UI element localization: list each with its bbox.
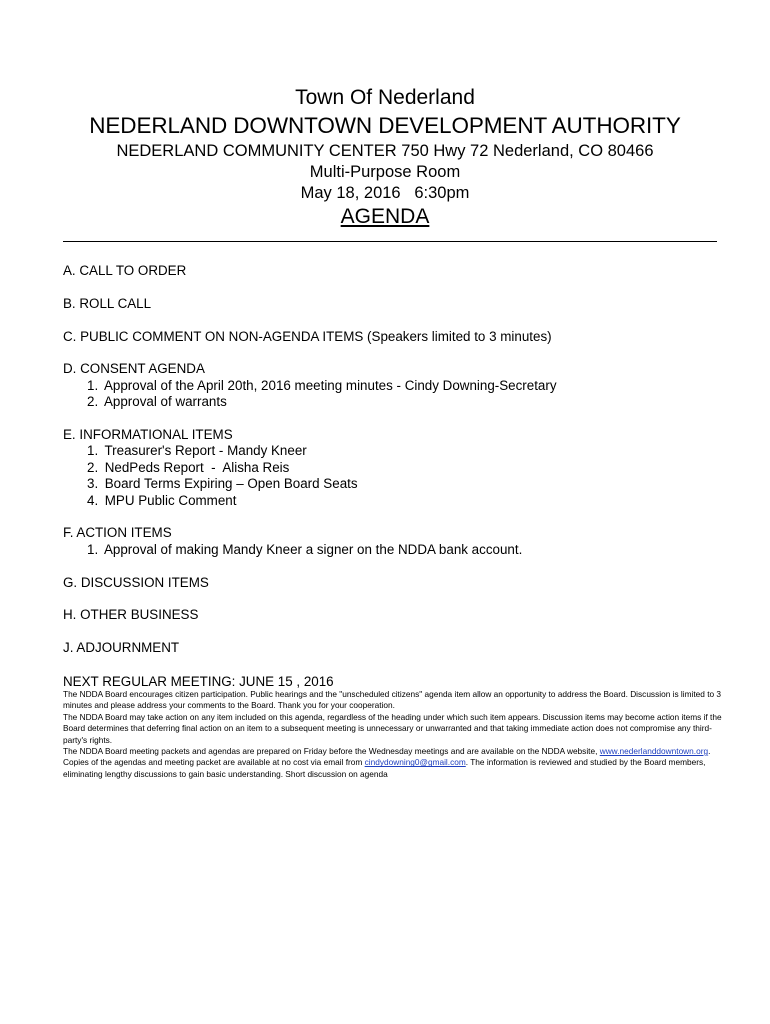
section-title: A. CALL TO ORDER (63, 263, 187, 278)
header-divider (63, 241, 717, 242)
list-item (63, 476, 723, 492)
action-items-list (63, 542, 723, 558)
list-item (63, 460, 723, 476)
list-item (63, 378, 723, 394)
meeting-date-time: May 18, 2016 6:30pm (300, 184, 470, 202)
list-item (63, 542, 723, 558)
item-number: 4. (87, 492, 99, 508)
section-adjournment (63, 640, 723, 656)
agenda-sections (63, 263, 723, 673)
section-title: C. PUBLIC COMMENT ON NON-AGENDA ITEMS (Speakers limited to 3 minutes) (63, 328, 552, 344)
section-title: J. ADJOURNMENT (63, 640, 180, 656)
item-text: Treasurer's Report - Mandy Kneer (104, 443, 307, 459)
section-title: F. ACTION ITEMS (63, 525, 172, 541)
town-name: Town Of Nederland (295, 86, 475, 109)
section-title: G. DISCUSSION ITEMS (63, 574, 209, 590)
email-link[interactable]: cindydowning0@gmail.com (364, 757, 466, 768)
section-informational-items (63, 427, 723, 509)
section-discussion-items (63, 575, 723, 591)
item-text: NedPeds Report - Alisha Reis (104, 459, 290, 475)
item-text: Approval of making Mandy Kneer a signer on the NDDA bank account. (103, 541, 523, 557)
meeting-address: NEDERLAND COMMUNITY CENTER 750 Hwy 72 Nederland, CO 80466 (116, 142, 654, 160)
next-meeting-notice: NEXT REGULAR MEETING: JUNE 15 , 2016 (63, 674, 334, 689)
list-item (63, 394, 723, 410)
item-text: Board Terms Expiring – Open Board Seats (104, 476, 358, 492)
packets-note-text: The NDDA Board meeting packets and agendas are prepared on Friday before the Wednesday meetings and are available on the NDDA website, (63, 746, 600, 757)
item-number: 3. (87, 476, 99, 492)
footer-notes (63, 689, 723, 780)
agenda-footer (63, 674, 723, 780)
informational-items-list (63, 443, 723, 509)
packets-note (63, 746, 723, 780)
organization-name: NEDERLAND DOWNTOWN DEVELOPMENT AUTHORITY (89, 113, 681, 138)
item-text: Approval of warrants (103, 394, 227, 410)
packets-note-text: . Copies of the agendas and meeting packet are available at no cost via email from (63, 746, 711, 768)
website-link[interactable]: www.nederlanddowntown.org (599, 746, 709, 757)
section-title: D. CONSENT AGENDA (63, 361, 205, 377)
action-note: The NDDA Board may take action on any item included on this agenda, regardless of the heading under which such item appears. Discussion items may become action items if the Board determines that deferring final action on an item to a subsequent meeting is unnecessary or unwarranted and that taking immediate action does not compromise any third-party's rights. (63, 711, 722, 745)
section-public-comment (63, 329, 723, 345)
item-number: 1. (87, 377, 99, 393)
document-header (0, 85, 770, 230)
item-number: 1. (87, 541, 99, 557)
item-number: 2. (87, 459, 99, 475)
item-number: 2. (87, 394, 99, 410)
section-title: H. OTHER BUSINESS (63, 607, 199, 623)
item-number: 1. (87, 443, 99, 459)
list-item (63, 443, 723, 459)
item-text: MPU Public Comment (104, 492, 237, 508)
section-action-items (63, 525, 723, 558)
section-call-to-order (63, 263, 723, 279)
section-title: E. INFORMATIONAL ITEMS (63, 427, 233, 442)
participation-note: The NDDA Board encourages citizen participation. Public hearings and the "unscheduled citizens" agenda item allow an opportunity to address the Board. Discussion is limited to 3 minutes and please address your comments to the Board. Thank you for your cooperation. (63, 689, 722, 711)
agenda-title: AGENDA (340, 205, 430, 228)
section-roll-call (63, 296, 723, 312)
packets-note-text: . The information is reviewed and studied by the Board members, eliminating lengthy discussions to gain basic understanding. Short discussion on agenda (63, 757, 706, 779)
section-consent-agenda (63, 361, 723, 410)
meeting-room: Multi-Purpose Room (309, 163, 461, 181)
item-text: Approval of the April 20th, 2016 meeting minutes - Cindy Downing-Secretary (103, 377, 557, 393)
list-item (63, 493, 723, 509)
section-title: B. ROLL CALL (63, 295, 152, 311)
consent-agenda-list (63, 378, 723, 411)
section-other-business (63, 607, 723, 623)
